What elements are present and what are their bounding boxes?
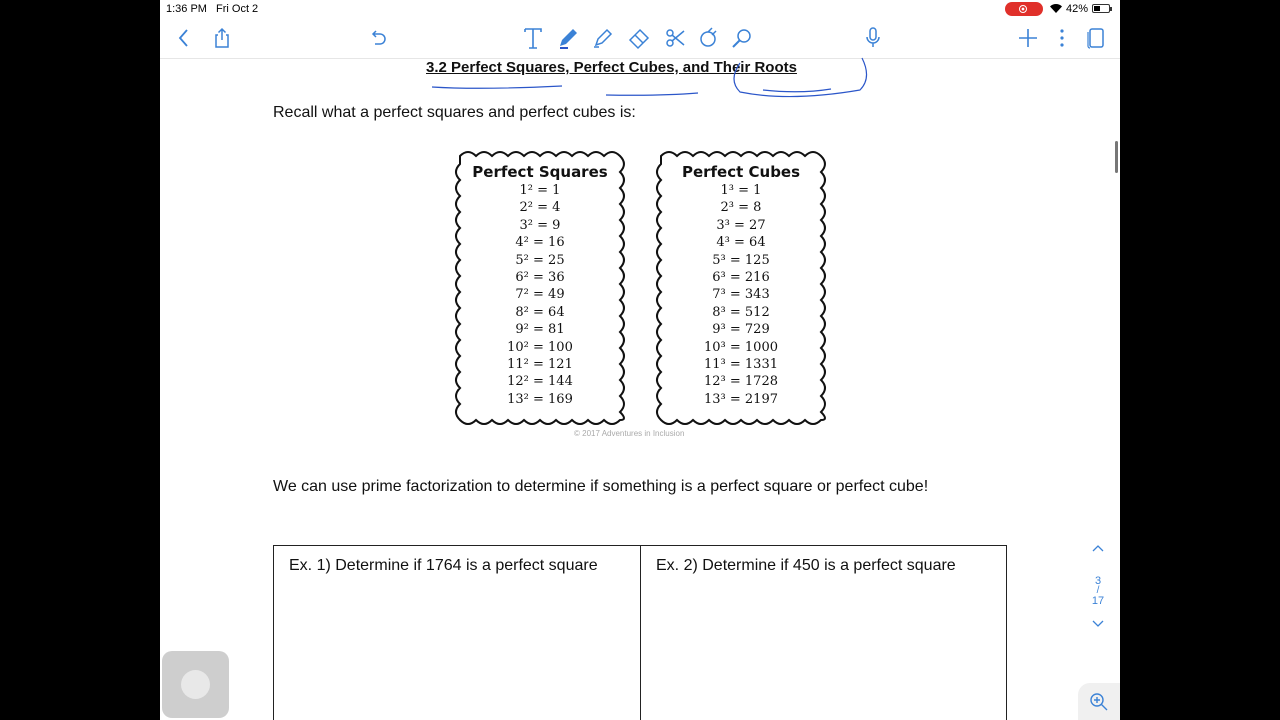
perfect-squares-card xyxy=(450,146,630,430)
eraser-icon[interactable] xyxy=(627,26,651,50)
page-up-icon[interactable] xyxy=(1088,543,1108,561)
list-item: 13³ = 2197 xyxy=(704,391,778,407)
list-item: 5² = 25 xyxy=(515,252,565,268)
add-page-icon[interactable] xyxy=(1016,26,1040,50)
list-item: 9³ = 729 xyxy=(712,322,770,338)
list-item: 13² = 169 xyxy=(507,391,573,407)
perfect-cubes-card xyxy=(651,146,831,430)
list-item: 8³ = 512 xyxy=(712,304,770,320)
text-tool-icon[interactable] xyxy=(521,26,545,50)
assistive-touch-button[interactable] xyxy=(162,651,229,718)
list-item: 6³ = 216 xyxy=(712,269,770,285)
list-item: 9² = 81 xyxy=(515,322,565,338)
app-screen xyxy=(160,0,1120,720)
perfect-cubes-list xyxy=(651,182,831,408)
scrollbar-thumb[interactable] xyxy=(1115,141,1118,173)
status-bar xyxy=(160,0,1120,18)
page-thumbnails-icon[interactable] xyxy=(1084,26,1108,50)
shapes-icon[interactable] xyxy=(696,26,720,50)
list-item: 2³ = 8 xyxy=(720,200,762,216)
list-item: 3³ = 27 xyxy=(716,217,766,233)
list-item: 12³ = 1728 xyxy=(704,374,778,390)
list-item: 11² = 121 xyxy=(507,356,573,372)
wifi-icon xyxy=(1049,2,1063,17)
page-separator: / xyxy=(1096,585,1100,596)
total-pages: 17 xyxy=(1091,595,1105,607)
lasso-icon[interactable] xyxy=(663,26,687,50)
page-down-icon[interactable] xyxy=(1088,619,1108,637)
zoom-in-icon xyxy=(1088,691,1110,713)
zoom-button[interactable] xyxy=(1078,683,1120,720)
examples-table xyxy=(273,545,1007,720)
list-item: 12² = 144 xyxy=(507,374,573,390)
prime-factorization-text: We can use prime factorization to determine if something is a perfect square or perfect cube! xyxy=(273,478,929,495)
highlighter-icon[interactable] xyxy=(591,26,615,50)
list-item: 7² = 49 xyxy=(515,287,565,303)
list-item: 6² = 36 xyxy=(515,269,565,285)
battery-icon xyxy=(1092,4,1110,13)
page-indicator xyxy=(1088,543,1108,637)
example-2-label: Ex. 2) Determine if 450 is a perfect square xyxy=(656,557,956,574)
list-item: 4³ = 64 xyxy=(716,235,766,251)
list-item: 3² = 9 xyxy=(519,217,561,233)
list-item: 1³ = 1 xyxy=(720,183,762,198)
microphone-icon[interactable] xyxy=(861,26,885,50)
perfect-squares-title: Perfect Squares xyxy=(472,163,608,181)
screen-recording-indicator[interactable] xyxy=(1005,2,1043,16)
list-item: 2² = 4 xyxy=(519,200,561,216)
list-item: 1² = 1 xyxy=(519,183,561,198)
example-1-cell[interactable] xyxy=(274,546,641,720)
example-1-label: Ex. 1) Determine if 1764 is a perfect square xyxy=(289,557,598,574)
pen-icon[interactable] xyxy=(556,26,580,50)
undo-icon[interactable] xyxy=(366,26,390,50)
list-item: 5³ = 125 xyxy=(712,252,770,268)
perfect-cubes-title: Perfect Cubes xyxy=(681,163,801,181)
list-item: 10³ = 1000 xyxy=(704,339,778,355)
example-2-cell[interactable] xyxy=(641,546,1007,720)
current-page: 3 xyxy=(1094,575,1102,587)
page-title: 3.2 Perfect Squares, Perfect Cubes, and Their Roots xyxy=(426,59,797,76)
more-icon[interactable] xyxy=(1050,26,1074,50)
recall-text: Recall what a perfect squares and perfect cubes is: xyxy=(273,104,636,121)
list-item: 8² = 64 xyxy=(515,304,565,320)
list-item: 11³ = 1331 xyxy=(704,356,778,372)
status-time: 1:36 PM xyxy=(166,3,207,15)
list-item: 4² = 16 xyxy=(515,235,565,251)
perfect-squares-list xyxy=(450,182,630,408)
list-item: 7³ = 343 xyxy=(712,287,770,303)
zoom-tool-icon[interactable] xyxy=(730,26,754,50)
back-icon[interactable] xyxy=(172,26,196,50)
share-icon[interactable] xyxy=(210,26,234,50)
battery-percent: 42% xyxy=(1066,3,1089,15)
toolbar xyxy=(160,18,1120,59)
list-item: 10² = 100 xyxy=(507,339,573,355)
status-date: Fri Oct 2 xyxy=(216,3,259,15)
image-copyright: © 2017 Adventures in Inclusion xyxy=(574,429,685,438)
